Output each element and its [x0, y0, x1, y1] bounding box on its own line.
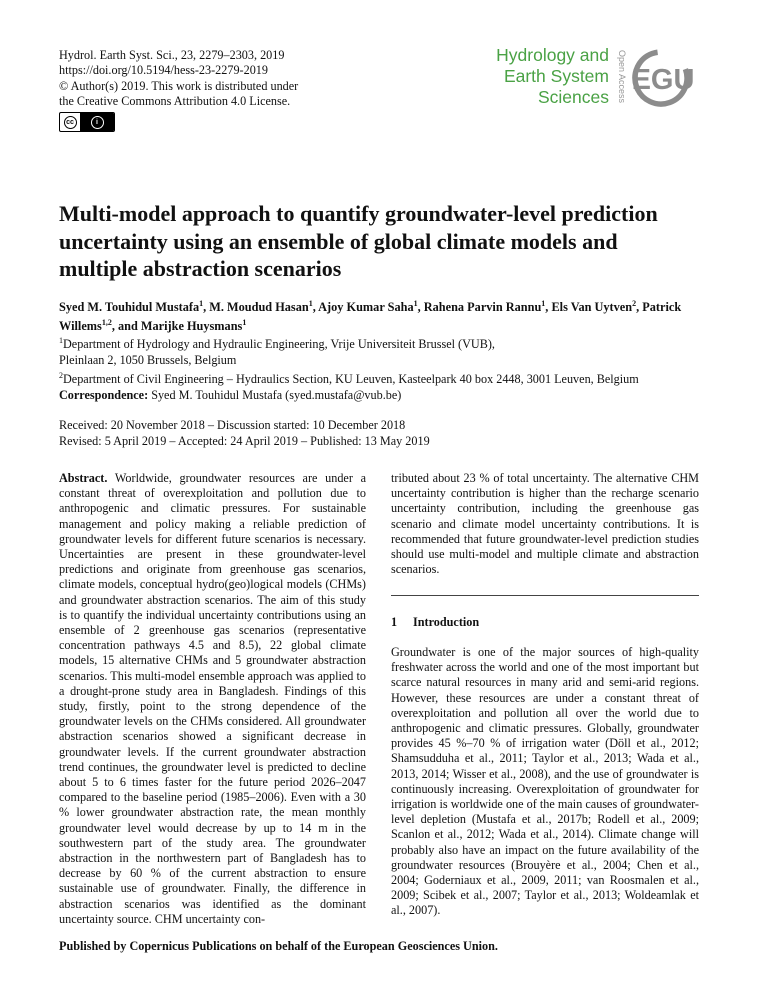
publication-dates: Received: 20 November 2018 – Discussion started: 10 December 2018 Revised: 5 April 2019 – Accepted: 24 April 2019 – Published: 13 May 2019: [59, 418, 430, 448]
journal-name: Hydrology and Earth System Sciences: [496, 45, 609, 107]
license-line: the Creative Commons Attribution 4.0 License.: [59, 93, 291, 108]
abstract-text-part1: Worldwide, groundwater resources are under a constant threat of overexploitation and pollution due to anthropogenic and climatic pressures. For sustainable management and policy making a reliable prediction of groundwater levels for different future scenarios is necessary. Uncertainties are present in these groundwater-level predictions and originate from greenhouse gas scenarios, climate models, conceptual hydro(geo)logical models (CHMs) and groundwater abstraction scenarios. The aim of this study is to quantify the individual uncertainty contributions using an ensemble of 2 greenhouse gas scenarios (representative concentration pathways 4.5 and 8.5), 22 global climate models, 15 alternative CHMs and 5 groundwater abstraction scenarios. This multi-model ensemble approach was applied to a drought-prone study area in Bangladesh. Findings of this study, firstly, point to the strong dependence of the groundwater levels on the CHMs considered. All groundwater abstraction scenarios showed a significant decrease in groundwater levels. If the current groundwater abstraction trend continues, the groundwater level is predicted to decline about 5 to 6 times faster for the future period 2026–2047 compared to the baseline period (1985–2006). Even with a 30 % lower groundwater abstraction rate, the mean monthly groundwater level would decrease by up to 14 m in the southwestern part of the study area. The groundwater abstraction in the northwestern part of Bangladesh has to decrease by 60 % of the current abstraction to ensure sustainable use of groundwater. Finally, the difference in abstraction scenarios was identified as the dominant uncertainty source. CHM uncertainty con-: [59, 471, 367, 926]
publisher-footer: Published by Copernicus Publications on behalf of the European Geosciences Union.: [59, 939, 498, 953]
author: Els Van Uytven: [551, 300, 633, 315]
author: Rahena Parvin Rannu: [423, 300, 542, 315]
section-divider: [391, 595, 699, 596]
abstract-text-part2: tributed about 23 % of total uncertainty. The alternative CHM uncertainty contribution is higher than the recharge scenario uncertainty contribution, including the greenhouse gas scenario and climate model uncertainty contributions. It is recommended that future groundwater-level prediction studies should use multi-model and multiple climate and abstraction scenarios.: [391, 471, 699, 577]
paper-title: Multi-model approach to quantify groundwater-level prediction uncertainty using an ensemble of global climate models and multiple abstraction scenarios: [59, 201, 658, 281]
cc-icon: cc: [64, 116, 77, 129]
cc-by-badge-icon[interactable]: [59, 112, 115, 132]
egu-logo-icon: [628, 45, 702, 111]
author: Marijke Huysmans: [140, 319, 243, 334]
author: M. Moudud Hasan: [209, 300, 309, 315]
affiliation-2: Department of Civil Engineering – Hydraulics Section, KU Leuven, Kasteelpark 40 box 2448, 3001 Leuven, Belgium: [63, 372, 639, 387]
abstract-col-left: [59, 471, 366, 927]
copyright-line: © Author(s) 2019. This work is distributed under: [59, 78, 299, 93]
correspondence-email[interactable]: Syed M. Touhidul Mustafa (syed.mustafa@vub.be): [151, 388, 402, 402]
abstract-col-right: [391, 471, 699, 577]
author: Ajoy Kumar Saha: [318, 300, 414, 315]
egu-logo-text: EGU: [631, 64, 695, 96]
author: Syed M. Touhidul Mustafa: [59, 300, 200, 315]
author: Patrick Willems: [59, 300, 682, 334]
correspondence: Correspondence: Syed M. Touhidul Mustafa (syed.mustafa@vub.be): [59, 388, 402, 402]
citation: Hydrol. Earth Syst. Sci., 23, 2279–2303, 2019: [59, 48, 285, 62]
doi-link[interactable]: https://doi.org/10.5194/hess-23-2279-2019: [59, 63, 268, 78]
attribution-icon: i: [91, 116, 104, 129]
open-access-label: Open Access: [617, 50, 627, 104]
section-heading-introduction: 1 Introduction: [391, 615, 480, 629]
author-list: Syed M. Touhidul Mustafa$^1$, M. Moudud Hasan$^1$, Ajoy Kumar Saha$^1$, Rahena Parvin Rannu$^1$, Els Van Uytven$^2$, Patrick Willems$^{1,2}$, and Marijke Huysmans$^1$: [59, 299, 682, 334]
abstract-label: Abstract.: [59, 471, 108, 485]
affiliations: $^1$Department of Hydrology and Hydraulic Engineering, Vrije Universiteit Brussel (VUB), Pleinlaan 2, 1050 Brussels, Belgium $^2$Department of Civil Engineering – Hydraulics Section, KU Leuven, Kasteelpark 40 box 2448, 3001 Leuven, Belgium: [59, 336, 639, 387]
introduction-text: Groundwater is one of the major sources of high-quality freshwater across the world and one of the most important but scarce natural resources in many arid and semi-arid regions. However, these resources are under a constant threat of overexploitation and pollution all over the world due to anthropogenic and climatic pressures. Globally, groundwater provides 45 %–70 % of irrigation water (Döll et al., 2012; Shamsudduha et al., 2011; Taylor et al., 2013; Wada et al., 2013, 2014; Wisser et al., 2008), and the use of groundwater is continuously increasing. Overexploitation of groundwater for irrigation is worldwide one of the main causes of groundwater-level depletion (Mustafa et al., 2017b; Rodell et al., 2009; Scanlon et al., 2012; Wada et al., 2014). Climate change will probably also have an impact on the future availability of the groundwater resources (Brouyère et al., 2004; Chen et al., 2004; Goderniaux et al., 2009, 2011; van Roosmalen et al., 2009; Scibek et al., 2007; Taylor et al., 2013; Woldeamlak et al., 2007).: [391, 645, 699, 918]
article-header-info: [59, 48, 379, 132]
affiliation-1: Department of Hydrology and Hydraulic Engineering, Vrije Universiteit Brussel (VUB),: [63, 337, 495, 352]
